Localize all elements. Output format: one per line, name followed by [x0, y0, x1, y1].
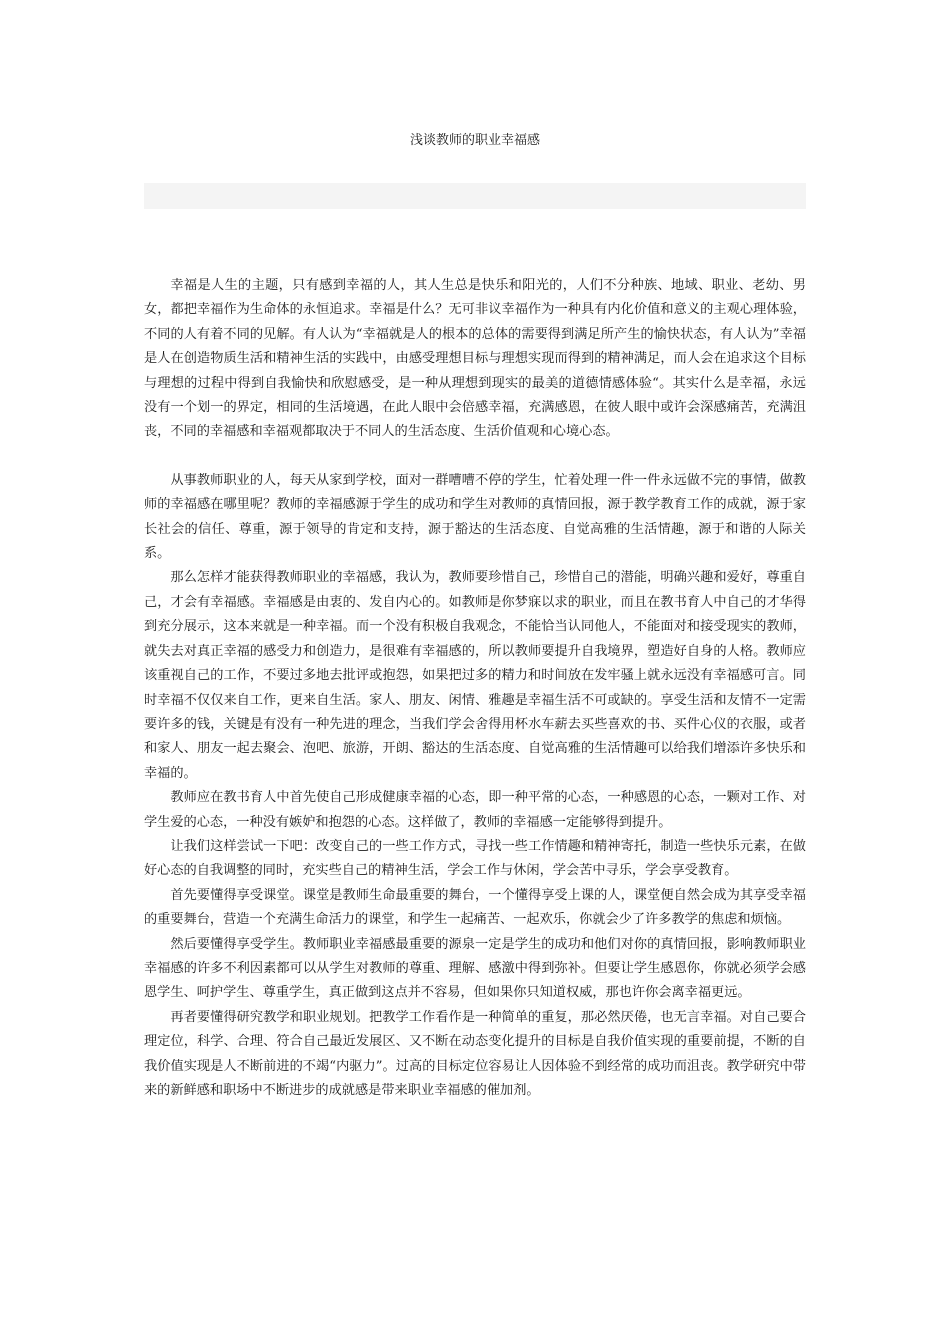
paragraph-2: 从事教师职业的人，每天从家到学校，面对一群嘈嘈不停的学生，忙着处理一件一件永远做不完的事情，做教师的幸福感在哪里呢？教师的幸福感源于学生的成功和学生对教师的真情回报，源于教学教育工作的成就，源于家长社会的信任、尊重，源于领导的肯定和支持，源于豁达的生活态度、自觉高雅的生活情趣，源于和谐的人际关系。 — [144, 472, 806, 562]
header-band — [144, 183, 806, 209]
paragraph-3: 那么怎样才能获得教师职业的幸福感，我认为，教师要珍惜自己，珍惜自己的潜能，明确兴趣和爱好，尊重自己，才会有幸福感。幸福感是由衷的、发自内心的。如教师是你梦寐以求的职业，而且在教书育人中自己的才华得到充分展示，这本来就是一种幸福。而一个没有积极自我观念，不能恰当认同他人，不能面对和接受现实的教师，就失去对真正幸福的感受力和创造力，是很难有幸福感的，所以教师要提升自我境界，塑造好自身的人格。教师应该重视自己的工作，不要过多地去批评或抱怨，如果把过多的精力和时间放在发牢骚上就永远没有幸福感可言。同时幸福不仅仅来自工作，更来自生活。家人、朋友、闲情、雅趣是幸福生活不可或缺的。享受生活和友情不一定需要许多的钱，关键是有没有一种先进的理念，当我们学会舍得用杯水车薪去买些喜欢的书、买件心仪的衣服，或者和家人、朋友一起去聚会、泡吧、旅游，开朗、豁达的生活态度、自觉高雅的生活情趣可以给我们增添许多快乐和幸福的。 — [144, 570, 806, 781]
paragraph-4: 教师应在教书育人中首先使自己形成健康幸福的心态，即一种平常的心态，一种感恩的心态，一颗对工作、对学生爱的心态，一种没有嫉妒和抱怨的心态。这样做了，教师的幸福感一定能够得到提升。 — [144, 790, 806, 830]
paragraph-7: 然后要懂得享受学生。教师职业幸福感最重要的源泉一定是学生的成功和他们对你的真情回报，影响教师职业幸福感的许多不利因素都可以从学生对教师的尊重、理解、感激中得到弥补。但要让学生感恩你，你就必须学会感恩学生、呵护学生、尊重学生，真正做到这点并不容易，但如果你只知道权威，那也许你会离幸福更远。 — [144, 936, 806, 1001]
paragraph-6: 首先要懂得享受课堂。课堂是教师生命最重要的舞台，一个懂得享受上课的人，课堂便自然会成为其享受幸福的重要舞台，营造一个充满生命活力的课堂，和学生一起痛苦、一起欢乐，你就会少了许多教学的焦虑和烦恼。 — [144, 887, 806, 928]
page-title: 浅谈教师的职业幸福感 — [409, 133, 540, 148]
article-body — [144, 274, 806, 1103]
paragraph-1: 幸福是人生的主题，只有感到幸福的人，其人生总是快乐和阳光的，人们不分种族、地域、职业、老幼、男女，都把幸福作为生命体的永恒追求。幸福是什么？无可非议幸福作为一种具有内化价值和意义的主观心理体验，不同的人有着不同的见解。有人认为“幸福就是人的根本的总体的需要得到满足所产生的愉快状态，有人认为”幸福是人在创造物质生活和精神生活的实践中，由感受理想目标与理想实现而得到的精神满足，而人会在追求这个目标与理想的过程中得到自我愉快和欣慰感受，是一种从理想到现实的最美的道德情感体验“。其实什么是幸福，永远没有一个划一的界定，相同的生活境遇，在此人眼中会倍感幸福，充满感恩，在彼人眼中或许会深感痛苦，充满沮丧，不同的幸福感和幸福观都取决于不同人的生活态度、生活价值观和心境心态。 — [144, 278, 806, 440]
paragraph-8: 再者要懂得研究教学和职业规划。把教学工作看作是一种简单的重复，那必然厌倦，也无言幸福。对自己要合理定位，科学、合理、符合自己最近发展区、又不断在动态变化提升的目标是自我价值实现的重要前提，不断的自我价值实现是人不断前进的不竭“内驱力”。过高的目标定位容易让人因体验不到经常的成功而沮丧。教学研究中带来的新鲜感和职场中不断进步的成就感是带来职业幸福感的催加剂。 — [144, 1009, 806, 1098]
paragraph-5: 让我们这样尝试一下吧：改变自己的一些工作方式，寻找一些工作情趣和精神寄托，制造一些快乐元素，在做好心态的自我调整的同时，充实些自己的精神生活，学会工作与休闲，学会苦中寻乐，学会享受教育。 — [144, 838, 806, 879]
